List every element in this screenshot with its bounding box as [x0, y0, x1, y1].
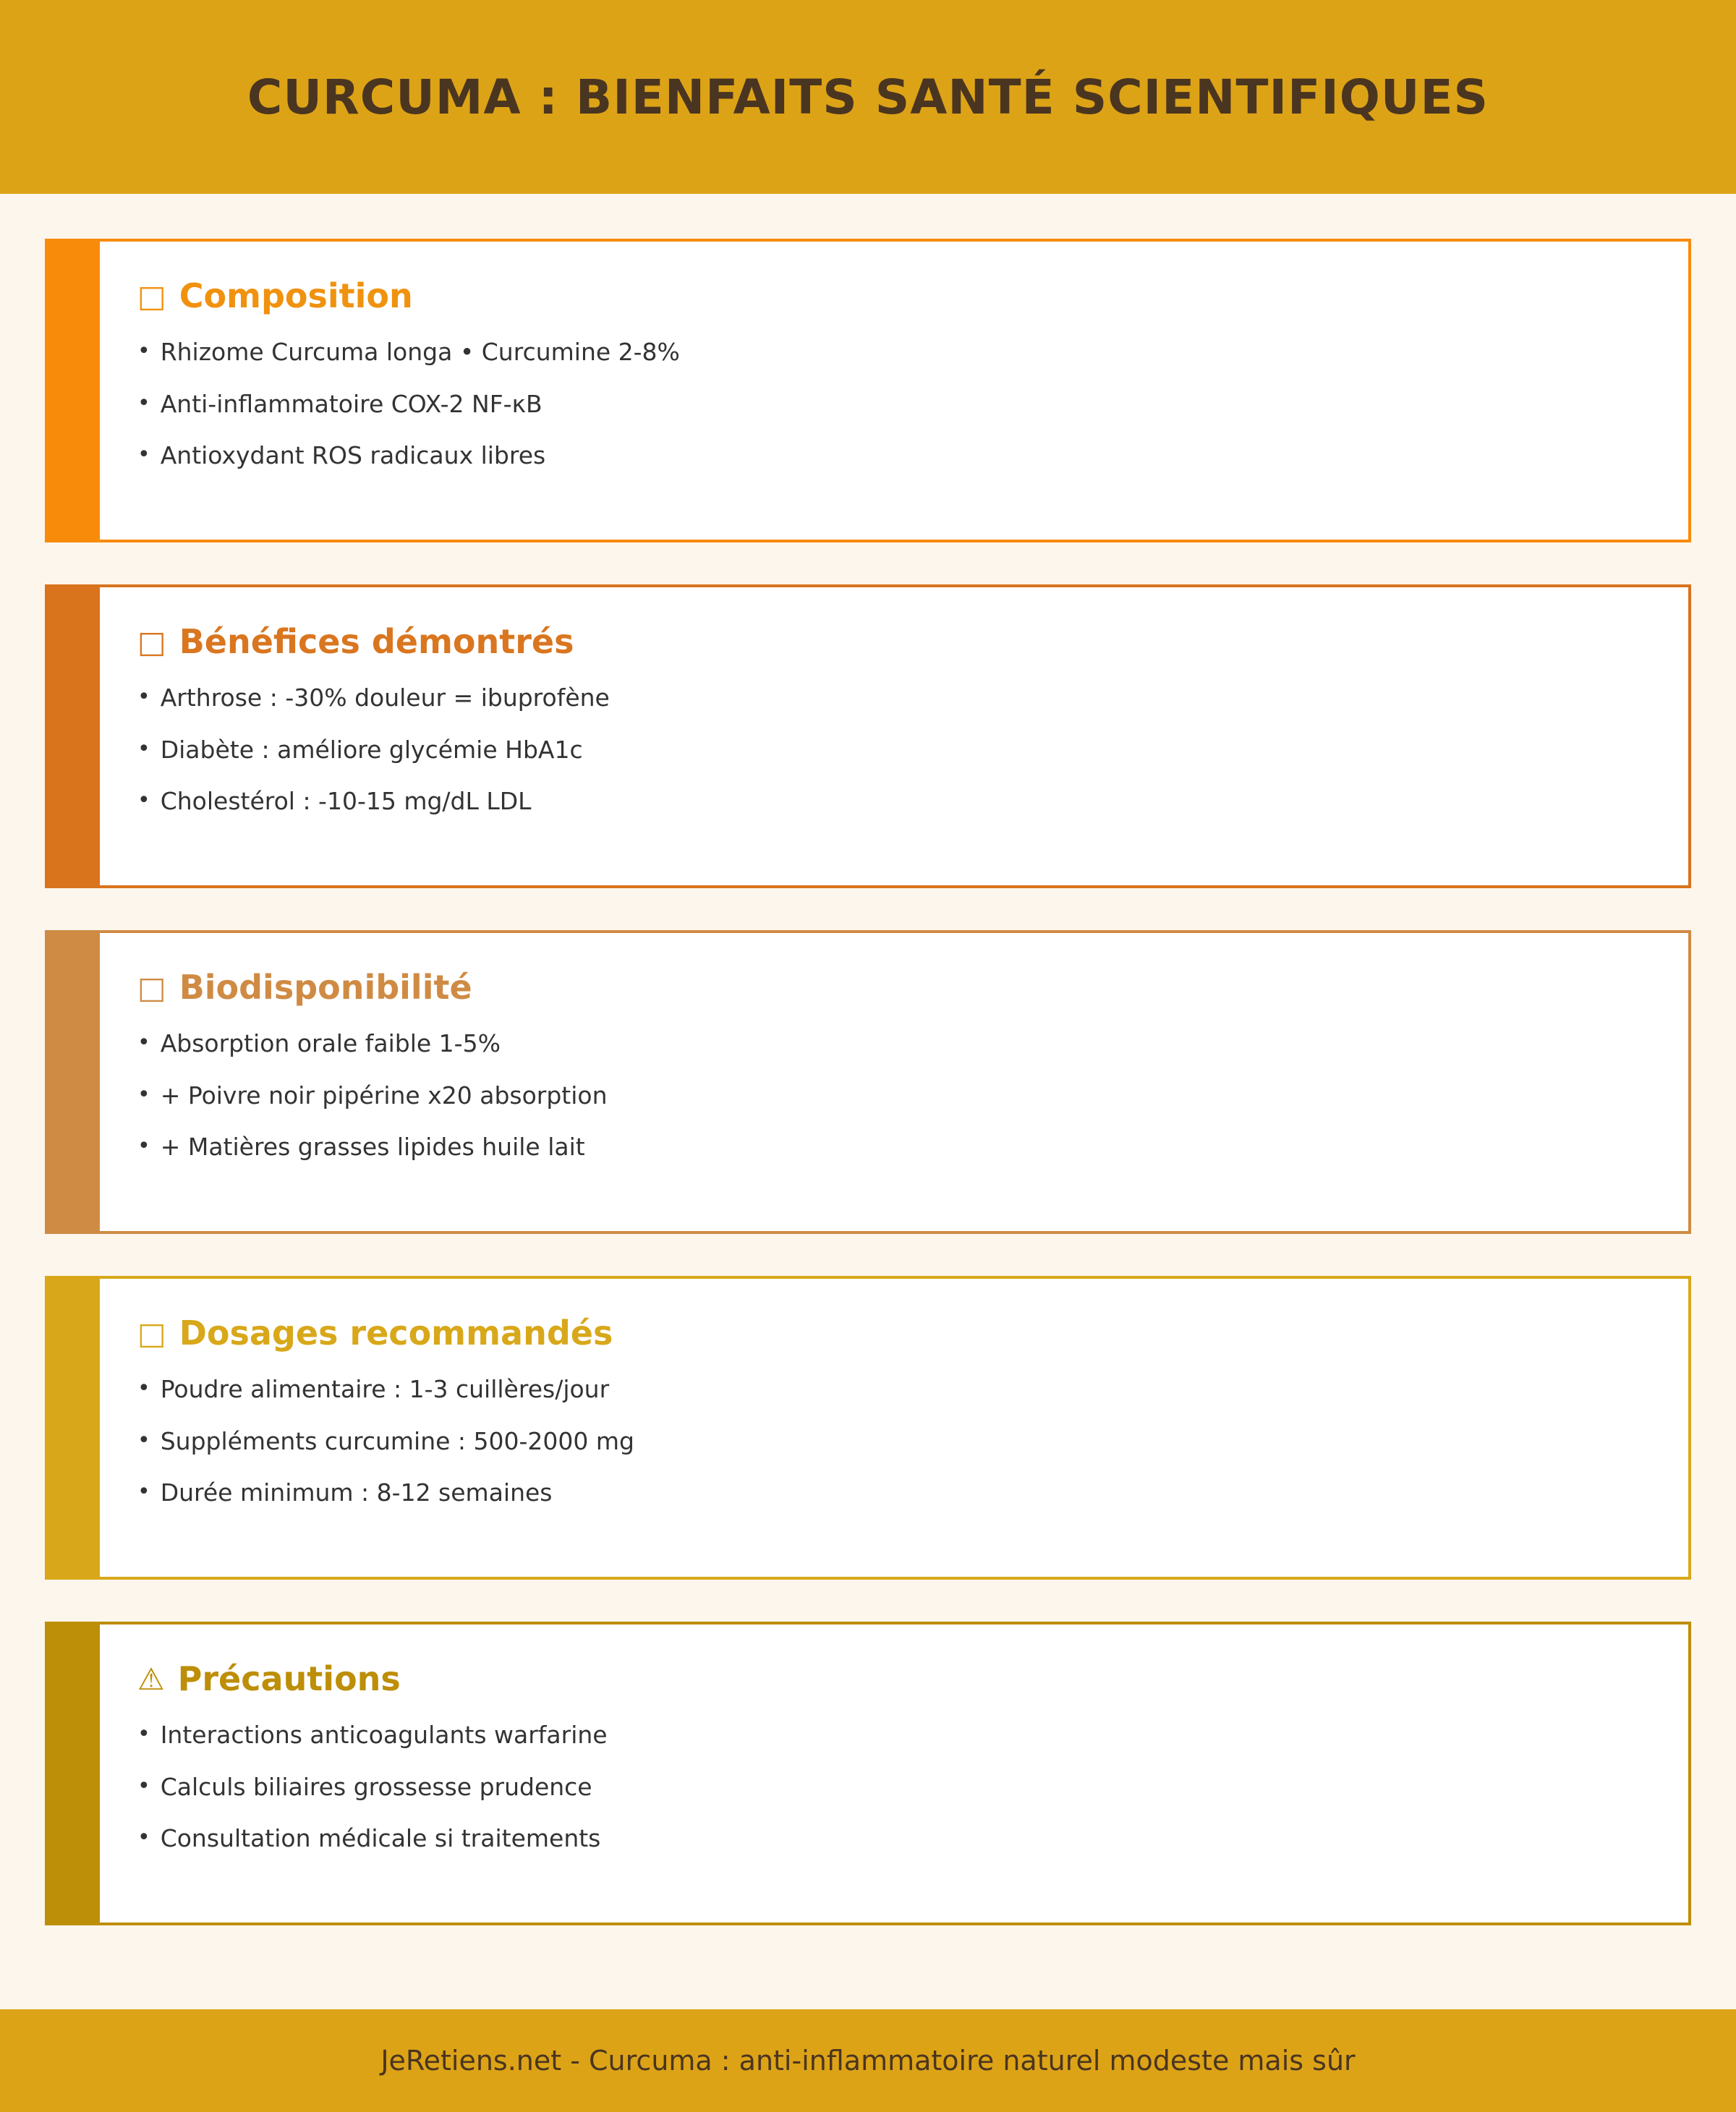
bullet-marker: •	[137, 1479, 150, 1505]
cards-container	[0, 194, 1736, 2009]
card-title-text: Bénéfices démontrés	[179, 622, 574, 661]
bullet-marker: •	[137, 338, 150, 365]
card-title-text: Biodisponibilité	[179, 968, 472, 1007]
card-title	[137, 622, 1651, 662]
bullet-marker: •	[137, 788, 150, 814]
list-item	[137, 1477, 1651, 1510]
card-composition	[45, 239, 1691, 542]
card-title	[137, 276, 1651, 316]
list-item-text: Antioxydant ROS radicaux libres	[160, 441, 546, 470]
list-item	[137, 336, 1651, 369]
card-bullet-list	[137, 682, 1651, 818]
card-body	[100, 584, 1691, 888]
leaf-icon: □	[137, 278, 166, 314]
list-item-text: + Poivre noir pipérine x20 absorption	[160, 1081, 608, 1110]
card-title	[137, 968, 1651, 1008]
page-title: CURCUMA : BIENFAITS SANTÉ SCIENTIFIQUES	[247, 69, 1489, 125]
list-item-text: Consultation médicale si traitements	[160, 1824, 601, 1853]
list-item-text: Absorption orale faible 1-5%	[160, 1029, 501, 1058]
bullet-marker: •	[137, 1133, 150, 1159]
bullet-marker: •	[137, 390, 150, 416]
check-icon: □	[137, 623, 166, 660]
card-body	[100, 1622, 1691, 1925]
bullet-marker: •	[137, 1376, 150, 1402]
card-bullet-list	[137, 1374, 1651, 1510]
list-item	[137, 1823, 1651, 1855]
list-item	[137, 1080, 1651, 1112]
list-item-text: Arthrose : -30% douleur = ibuprofène	[160, 684, 610, 712]
card-bullet-list	[137, 1719, 1651, 1855]
dosage-icon: □	[137, 1315, 166, 1351]
card-bullet-list	[137, 336, 1651, 472]
list-item-text: Poudre alimentaire : 1-3 cuillères/jour	[160, 1375, 610, 1404]
list-item-text: Suppléments curcumine : 500-2000 mg	[160, 1426, 634, 1455]
card-precautions	[45, 1622, 1691, 1925]
list-item	[137, 1426, 1651, 1458]
list-item	[137, 1771, 1651, 1804]
list-item	[137, 1374, 1651, 1406]
card-title-text: Composition	[179, 276, 413, 315]
card-accent-bar	[45, 584, 100, 888]
list-item	[137, 785, 1651, 818]
card-accent-bar	[45, 1276, 100, 1580]
bullet-marker: •	[137, 1030, 150, 1056]
list-item-text: Calculs biliaires grossesse prudence	[160, 1772, 592, 1801]
list-item	[137, 388, 1651, 421]
list-item	[137, 1028, 1651, 1060]
page-header	[0, 0, 1736, 194]
list-item	[137, 1131, 1651, 1164]
list-item	[137, 440, 1651, 472]
list-item	[137, 734, 1651, 767]
bullet-marker: •	[137, 684, 150, 710]
bullet-marker: •	[137, 1427, 150, 1453]
card-bullet-list	[137, 1028, 1651, 1164]
list-item-text: Anti-inflammatoire COX-2 NF-κB	[160, 389, 542, 418]
list-item-text: Cholestérol : -10-15 mg/dL LDL	[160, 787, 532, 816]
page-footer	[0, 2009, 1736, 2112]
warning-icon: ⚠	[137, 1661, 165, 1697]
list-item-text: + Matières grasses lipides huile lait	[160, 1133, 585, 1162]
card-title	[137, 1659, 1651, 1699]
list-item-text: Durée minimum : 8-12 semaines	[160, 1478, 553, 1507]
list-item-text: Rhizome Curcuma longa • Curcumine 2-8%	[160, 338, 680, 367]
bullet-marker: •	[137, 442, 150, 468]
bullet-marker: •	[137, 1081, 150, 1107]
card-accent-bar	[45, 1622, 100, 1925]
card-biodisponibilite	[45, 930, 1691, 1234]
list-item-text: Interactions anticoagulants warfarine	[160, 1721, 608, 1750]
absorption-icon: □	[137, 969, 166, 1005]
card-title-text: Précautions	[177, 1659, 401, 1698]
card-benefices-demontres	[45, 584, 1691, 888]
card-title-text: Dosages recommandés	[179, 1313, 613, 1353]
bullet-marker: •	[137, 736, 150, 762]
card-body	[100, 1276, 1691, 1580]
bullet-marker: •	[137, 1721, 150, 1747]
card-accent-bar	[45, 930, 100, 1234]
bullet-marker: •	[137, 1825, 150, 1851]
list-item-text: Diabète : améliore glycémie HbA1c	[160, 735, 583, 764]
card-accent-bar	[45, 239, 100, 542]
footer-text: JeRetiens.net - Curcuma : anti-inflammatoire naturel modeste mais sûr	[380, 2045, 1356, 2077]
card-dosages-recommandes	[45, 1276, 1691, 1580]
list-item	[137, 1719, 1651, 1752]
bullet-marker: •	[137, 1773, 150, 1799]
card-body	[100, 930, 1691, 1234]
card-title	[137, 1313, 1651, 1353]
card-body	[100, 239, 1691, 542]
list-item	[137, 682, 1651, 715]
